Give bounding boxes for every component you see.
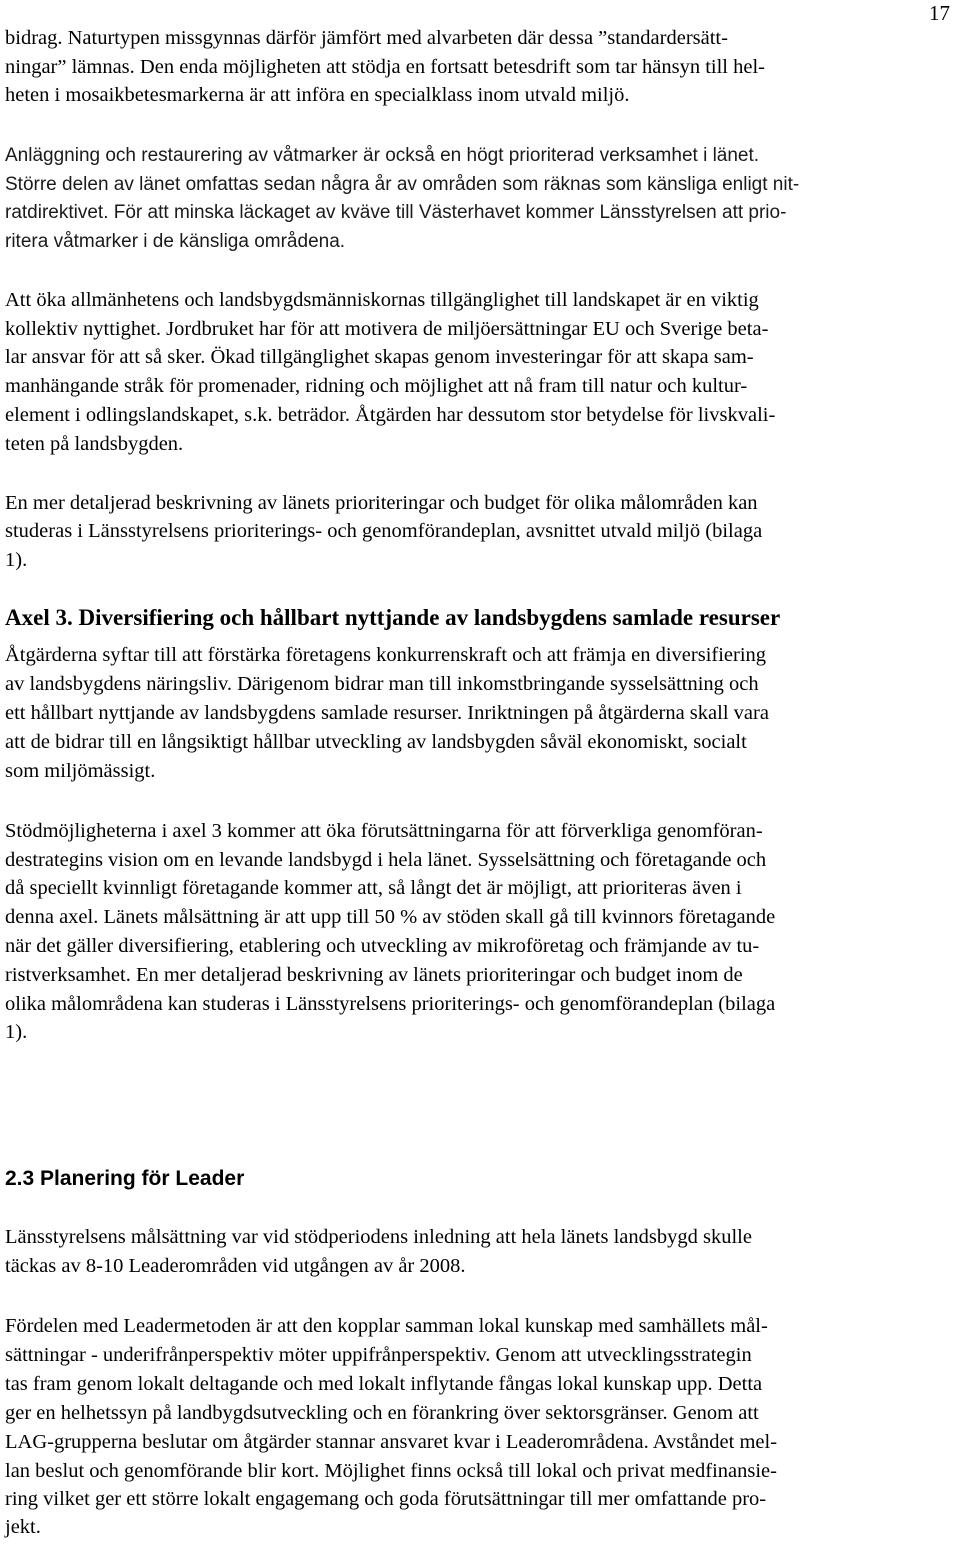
text-line: manhängande stråk för promenader, ridning och möjlighet att nå fram till natur och kultur- — [5, 375, 748, 397]
text-line: tas fram genom lokalt deltagande och med lokalt inflytande fångas lokal kunskap upp. Detta — [5, 1373, 763, 1395]
text-line: lan beslut och genomförande blir kort. Möjlighet finns också till lokal och privat medfinansie- — [5, 1460, 777, 1482]
text-line: destrategins vision om en levande landsbygd i hela länet. Sysselsättning och företagande och — [5, 849, 767, 871]
section-heading-leader: 2.3 Planering för Leader — [5, 1167, 245, 1190]
text-line: av landsbygdens näringsliv. Därigenom bidrar man till inkomstbringande sysselsättning och — [5, 673, 759, 695]
axel-number: Axel 3. — [5, 605, 73, 630]
section-heading-axel3 — [5, 605, 780, 631]
text-line: ritera våtmarker i de känsliga områdena. — [5, 231, 346, 252]
text-line: att de bidrar till en långsiktigt hållbar utveckling av landsbygden såväl ekonomiskt, socialt — [5, 731, 747, 753]
text-line: lar ansvar för att så sker. Ökad tillgänglighet skapas genom investeringar för att skapa sam- — [5, 346, 754, 368]
axel-title: Diversifiering och hållbart nyttjande av landsbygdens samlade resurser — [78, 605, 781, 630]
page-number: 17 — [929, 1, 950, 25]
text-line: teten på landsbygden. — [5, 433, 184, 455]
text-line: LAG-grupperna beslutar om åtgärder stannar ansvaret kvar i Leaderområdena. Avståndet mel- — [5, 1431, 778, 1453]
text-line: kollektiv nyttighet. Jordbruket har för att motivera de miljöersättningar EU och Sverige beta- — [5, 318, 769, 340]
text-line: 1). — [5, 549, 28, 571]
text-line: Anläggning och restaurering av våtmarker är också en högt prioriterad verksamhet i länet. — [5, 145, 760, 166]
text-line: ratdirektivet. För att minska läckaget av kväve till Västerhavet kommer Länsstyrelsen att prio- — [5, 202, 787, 223]
text-line: jekt. — [5, 1516, 41, 1538]
text-line: täckas av 8-10 Leaderområden vid utgången av år 2008. — [5, 1255, 466, 1277]
text-line: som miljömässigt. — [5, 760, 156, 782]
text-line: ett hållbart nyttjande av landsbygdens samlade resurser. Inriktningen på åtgärderna skall vara — [5, 702, 769, 724]
text-line: ger en helhetssyn på landbygdsutveckling och en förankring över sektorsgränser. Genom att — [5, 1402, 759, 1424]
text-line: Länsstyrelsens målsättning var vid stödperiodens inledning att hela länets landsbygd skulle — [5, 1226, 752, 1248]
text-line: Fördelen med Leadermetoden är att den kopplar samman lokal kunskap med samhällets mål- — [5, 1315, 768, 1337]
text-line: En mer detaljerad beskrivning av länets prioriteringar och budget för olika målområden kan — [5, 492, 758, 514]
text-line: 1). — [5, 1021, 28, 1043]
text-line: när det gäller diversifiering, etablering och utveckling av mikroföretag och främjande av tu- — [5, 935, 760, 957]
text-line: bidrag. Naturtypen missgynnas därför jämfört med alvarbeten där dessa ”standardersätt- — [5, 27, 728, 49]
text-line: Att öka allmänhetens och landsbygdsmänniskornas tillgänglighet till landskapet är en viktig — [5, 289, 759, 311]
text-line: Åtgärderna syftar till att förstärka företagens konkurrenskraft och att främja en diversifiering — [5, 644, 767, 666]
text-line: heten i mosaikbetesmarkerna är att införa en specialklass inom utvald miljö. — [5, 84, 630, 106]
text-line: ningar” lämnas. Den enda möjligheten att stödja en fortsatt betesdrift som tar hänsyn till hel- — [5, 56, 766, 78]
text-line: element i odlingslandskapet, s.k. beträdor. Åtgärden har dessutom stor betydelse för livskvali- — [5, 404, 776, 426]
text-line: Större delen av länet omfattas sedan några år av områden som räknas som känsliga enligt nit- — [5, 174, 800, 195]
text-line: studeras i Länsstyrelsens prioriterings- och genomförandeplan, avsnittet utvald miljö (bilaga — [5, 520, 763, 542]
text-line: då speciellt kvinnligt företagande kommer att, så långt det är möjligt, att prioriteras även i — [5, 877, 742, 899]
text-line: olika målområdena kan studeras i Länsstyrelsens prioriterings- och genomförandeplan (bilaga — [5, 993, 776, 1015]
text-line: ring vilket ger ett större lokalt engagemang och goda förutsättningar till mer omfattande pro- — [5, 1488, 767, 1510]
text-line: sättningar - underifrånperspektiv möter uppifrånperspektiv. Genom att utvecklingsstrategin — [5, 1344, 752, 1366]
text-line: ristverksamhet. En mer detaljerad beskrivning av länets prioriteringar och budget inom de — [5, 964, 743, 986]
text-line: denna axel. Länets målsättning är att upp till 50 % av stöden skall gå till kvinnors företagande — [5, 906, 776, 928]
text-line: Stödmöjligheterna i axel 3 kommer att öka förutsättningarna för att förverkliga genomföran- — [5, 820, 763, 842]
